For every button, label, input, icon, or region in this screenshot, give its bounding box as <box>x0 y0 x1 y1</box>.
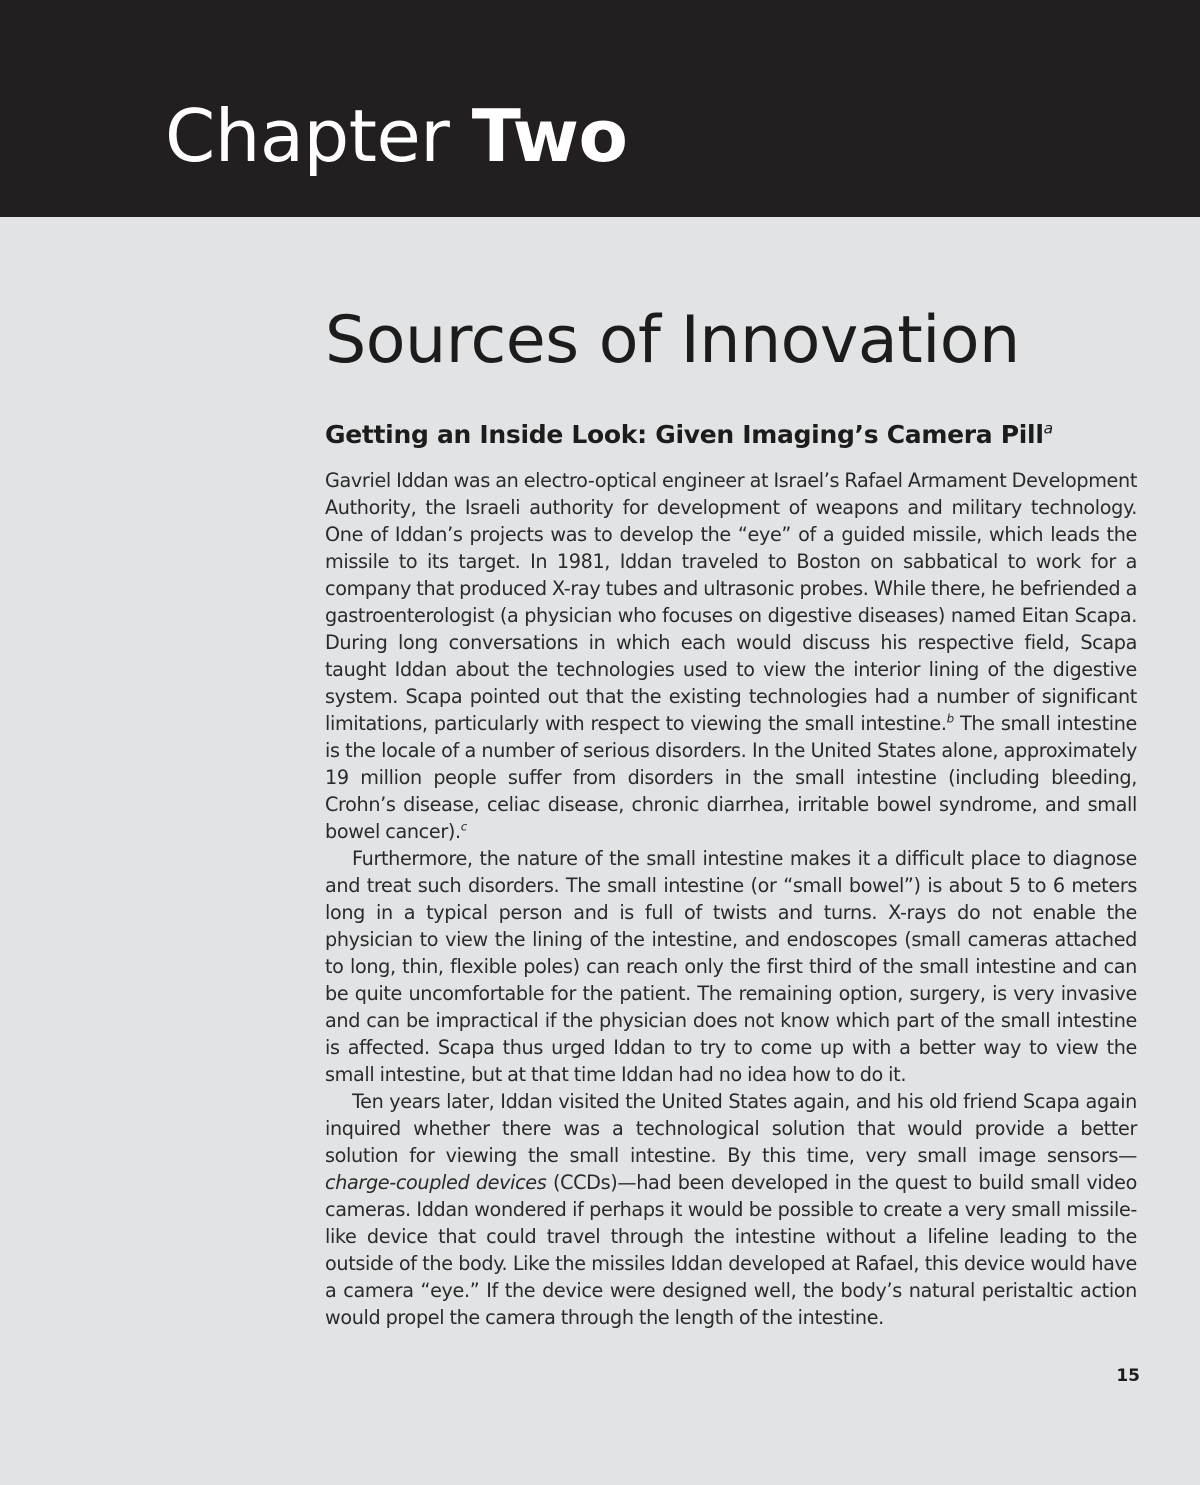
paragraph-text: (CCDs)—had been developed in the quest to build small video cameras. Iddan wondered if perhaps it would be possible to create a very small missile-like device that could travel through the intestine without a lifeline leading to the outside of the body. Like the missiles Iddan developed at Rafael, this device would have a camera “eye.” If the device were designed well, the body’s natural peristaltic action would propel the camera through the length of the intestine. <box>325 1171 1137 1329</box>
paragraph-text: Ten years later, Iddan visited the United States again, and his old friend Scapa again inquired whether there was a technological solution that would provide a better solution for viewing the small intestine. By this time, very small image sensors— <box>325 1090 1137 1167</box>
chapter-heading <box>165 94 628 178</box>
section-heading <box>325 420 1053 449</box>
paragraph-text: The small intestine is the locale of a number of serious disorders. In the United States alone, approximately 19 million people suffer from disorders in the small intestine (including bleeding, Crohn’s disease, celiac disease, chronic diarrhea, irritable bowel syndrome, and small bowel cancer). <box>325 712 1137 843</box>
footnote-marker: a <box>1043 419 1053 438</box>
chapter-number: Two <box>471 94 628 178</box>
paragraph-text: Gavriel Iddan was an electro-optical engineer at Israel’s Rafael Armament Development Authority, the Israeli authority for development of weapons and military technology. One of Iddan’s projects was to develop the “eye” of a guided missile, which leads the missile to its target. In 1981, Iddan traveled to Boston on sabbatical to work for a company that produced X-ray tubes and ultrasonic probes. While there, he befriended a gastroenterologist (a physician who focuses on digestive diseases) named Eitan Scapa. During long conversations in which each would discuss his respective field, Scapa taught Iddan about the technologies used to view the interior lining of the digestive system. Scapa pointed out that the existing technologies had a number of significant limitations, particularly with respect to viewing the small intestine. <box>325 469 1137 735</box>
paragraph: Furthermore, the nature of the small intestine makes it a difficult place to diagnose and treat such disorders. The small intestine (or “small bowel”) is about 5 to 6 meters long in a typical person and is full of twists and turns. X-rays do not enable the physician to view the lining of the intestine, and endoscopes (small cameras attached to long, thin, flexible poles) can reach only the first third of the small intestine and can be quite uncomfortable for the patient. The remaining option, surgery, is very invasive and can be impractical if the physician does not know which part of the small intestine is affected. Scapa thus urged Iddan to try to come up with a better way to view the small intestine, but at that time Iddan had no idea how to do it. <box>325 847 1137 1086</box>
footnote-marker: b <box>946 711 954 726</box>
paragraph <box>325 467 1137 845</box>
section-heading-text: Getting an Inside Look: Given Imaging’s Camera Pill <box>325 420 1044 449</box>
chapter-title: Sources of Innovation <box>325 303 1020 378</box>
chapter-label: Chapter <box>165 94 450 178</box>
italic-term: charge-coupled devices <box>325 1171 547 1194</box>
footnote-marker: c <box>460 819 467 834</box>
chapter-banner <box>0 0 1200 217</box>
paragraph <box>325 1088 1137 1331</box>
page-number: 15 <box>1116 1366 1140 1386</box>
body-text <box>325 467 1137 1331</box>
